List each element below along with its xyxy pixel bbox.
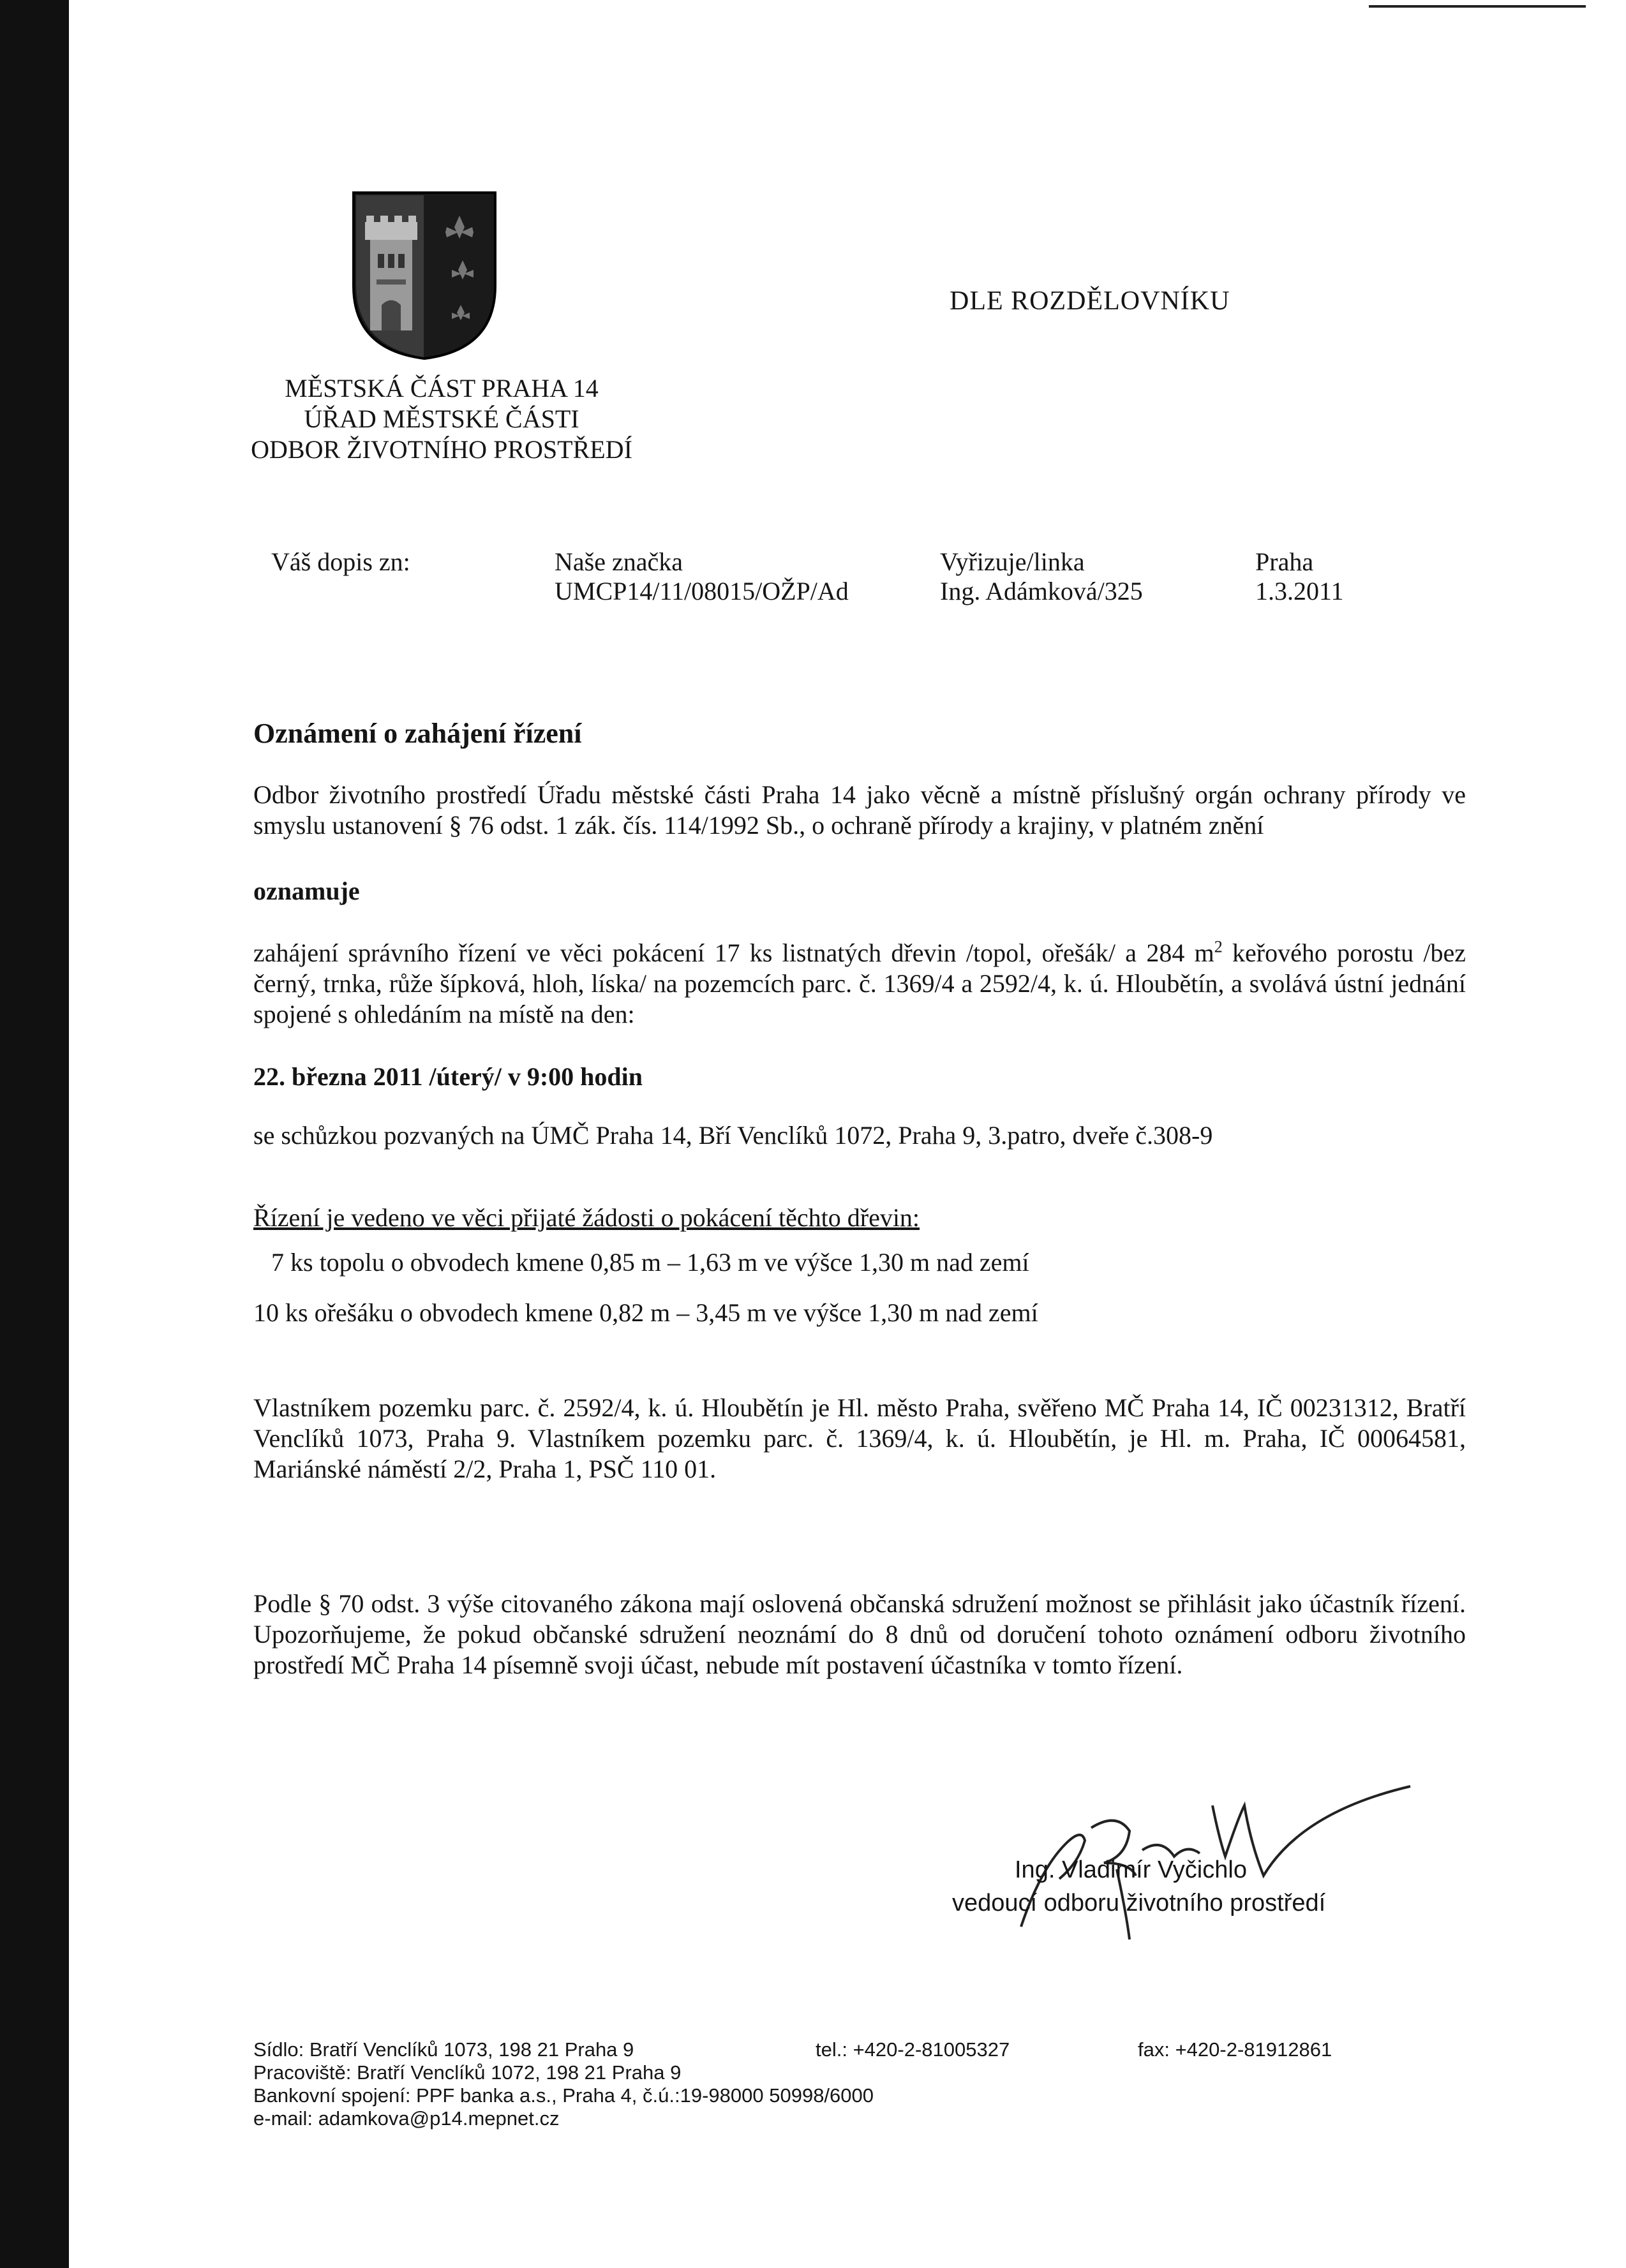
meeting-date: 22. března 2011 /úterý/ v 9:00 hodin — [253, 1062, 643, 1091]
intro-paragraph: Odbor životního prostředí Úřadu městské části Praha 14 jako věcně a místně příslušný orgán ochrany přírody ve smyslu ustanovení § 76 odst. 1 zák. čís. 114/1992 Sb., o ochraně přírody a krajiny, v platném znění — [253, 780, 1466, 840]
footer-bank: Bankovní spojení: PPF banka a.s., Praha 4, č.ú.:19-98000 50998/6000 — [253, 2084, 874, 2107]
office-line: MĚSTSKÁ ČÁST PRAHA 14 — [285, 374, 599, 403]
office-line: ÚŘAD MĚSTSKÉ ČÁSTI — [304, 404, 579, 433]
top-rule — [1369, 5, 1586, 8]
office-line: ODBOR ŽIVOTNÍHO PROSTŘEDÍ — [251, 435, 632, 464]
proceeding-text-1: zahájení správního řízení ve věci pokácení 17 ks listnatých dřevin /topol, ořešák/ a 284 m — [253, 938, 1214, 967]
footer-address — [253, 2038, 874, 2130]
tree-item: 10 ks ořešáku o obvodech kmene 0,82 m – 3,45 m ve výšce 1,30 m nad zemí — [253, 1298, 1038, 1327]
your-letter-column — [271, 547, 410, 577]
signatory-role: vedoucí odboru životního prostředí — [952, 1890, 1326, 1916]
footer-fax-column — [1138, 2038, 1332, 2061]
proceeding-text-2: keřového porostu /bez černý, trnka, růže šípková, hloh, líska/ na pozemcích parc. č. 1369/4 a 2592/4, k. ú. Hloubětín, a svolává ústní jednání spojené s ohledáním na místě na den: — [253, 938, 1466, 1028]
notice-paragraph: Podle § 70 odst. 3 výše citovaného zákona mají oslovená občanská sdružení možnost se přihlásit jako účastník řízení. Upozorňujeme, že pokud občanské sdružení neoznámí do 8 dnů od doručení tohoto oznámení odboru životního prostředí MČ Praha 14 písemně svoji účast, nebude mít postavení účastníka v tomto řízení. — [253, 1589, 1466, 1679]
footer-workplace: Pracoviště: Bratří Venclíků 1072, 198 21 Praha 9 — [253, 2061, 682, 2084]
footer-fax: fax: +420-2-81912861 — [1138, 2038, 1332, 2061]
footer-tel-column — [816, 2038, 1010, 2061]
signatory-name: Ing. Vladimír Vyčichlo — [1015, 1857, 1247, 1883]
proceeding-superscript: 2 — [1214, 937, 1223, 956]
footer-seat: Sídlo: Bratří Venclíků 1073, 198 21 Praha 9 — [253, 2038, 634, 2061]
date: 1.3.2011 — [1255, 577, 1344, 605]
handled-by-column — [940, 547, 1143, 606]
document-title: Oznámení o zahájení řízení — [253, 718, 582, 749]
your-letter-label: Váš dopis zn: — [271, 547, 410, 576]
trees-heading: Řízení je vedeno ve věci přijaté žádosti o pokácení těchto dřevin: — [253, 1203, 920, 1232]
handled-by-label: Vyřizuje/linka — [940, 547, 1085, 576]
recipient: DLE ROZDĚLOVNÍKU — [950, 286, 1230, 316]
owners-paragraph: Vlastníkem pozemku parc. č. 2592/4, k. ú. Hloubětín je Hl. město Praha, svěřeno MČ Praha 14, IČ 00231312, Bratří Venclíků 1073, Praha 9. Vlastníkem pozemku parc. č. 1369/4, k. ú. Hloubětín, je Hl. m. Praha, IČ 00064581, Mariánské náměstí 2/2, Praha 1, PSČ 110 01. — [253, 1393, 1466, 1483]
announces-word: oznamuje — [253, 877, 360, 905]
footer-email: e-mail: adamkova@p14.mepnet.cz — [253, 2107, 560, 2130]
footer-tel: tel.: +420-2-81005327 — [816, 2038, 1010, 2061]
proceeding-paragraph — [253, 938, 1466, 1030]
our-ref-column — [555, 547, 849, 606]
coat-of-arms-icon — [351, 190, 498, 361]
meeting-place: se schůzkou pozvaných na ÚMČ Praha 14, Bří Venclíků 1072, Praha 9, 3.patro, dveře č.308-9 — [253, 1121, 1213, 1150]
scan-edge-bar — [0, 0, 69, 2268]
office-header — [237, 373, 646, 465]
our-ref-label: Naše značka — [555, 547, 683, 576]
place: Praha — [1255, 547, 1314, 576]
handled-by-value: Ing. Adámková/325 — [940, 577, 1143, 605]
tree-item: 7 ks topolu o obvodech kmene 0,85 m – 1,63 m ve výšce 1,30 m nad zemí — [271, 1248, 1029, 1277]
our-ref-value: UMCP14/11/08015/OŽP/Ad — [555, 577, 849, 605]
date-column — [1255, 547, 1344, 606]
